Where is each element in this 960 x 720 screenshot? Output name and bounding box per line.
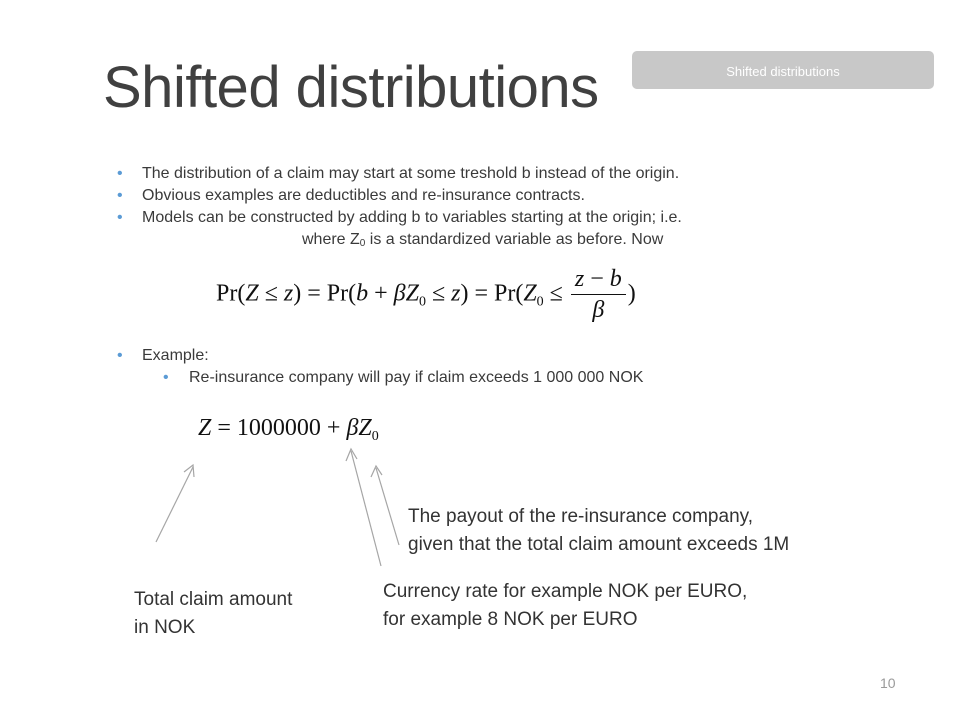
slide-title: Shifted distributions — [103, 55, 599, 120]
bullet-models-continuation: where $Z_0$ is a standardized variable as before. Now — [302, 231, 664, 249]
section-tag: Shifted distributions — [632, 51, 934, 89]
bullet-models: • Models can be constructed by adding b to variables starting at the origin; i.e. — [117, 207, 897, 229]
example-subbullet: • Re-insurance company will pay if claim exceeds 1 000 000 NOK — [117, 367, 643, 389]
page-number: 10 — [880, 675, 896, 691]
probability-formula: $Pr(Z \le z) = Pr(b + \beta Z_0 \le z) = Pr(Z_0$ ≤ $\frac{z - b}{\beta}$ ) — [216, 266, 636, 323]
arrow-total-claim — [156, 467, 193, 542]
bullet-examples: • Obvious examples are deductibles and re-insurance contracts. — [117, 185, 897, 207]
total-claim-annotation: Total claim amount in NOK — [134, 589, 293, 638]
bullet-threshold: • The distribution of a claim may start at some treshold b instead of the origin. — [117, 163, 897, 185]
arrow-payout — [376, 468, 399, 545]
payout-annotation: The payout of the re-insurance company, given that the total claim amount exceeds 1M — [408, 506, 790, 555]
model-formula: $Z = 1000000 + \beta Z_0$ — [198, 415, 379, 444]
currency-annotation: Currency rate for example NOK per EURO, for example 8 NOK per EURO — [383, 581, 748, 630]
example-label: • Example: — [117, 345, 643, 367]
